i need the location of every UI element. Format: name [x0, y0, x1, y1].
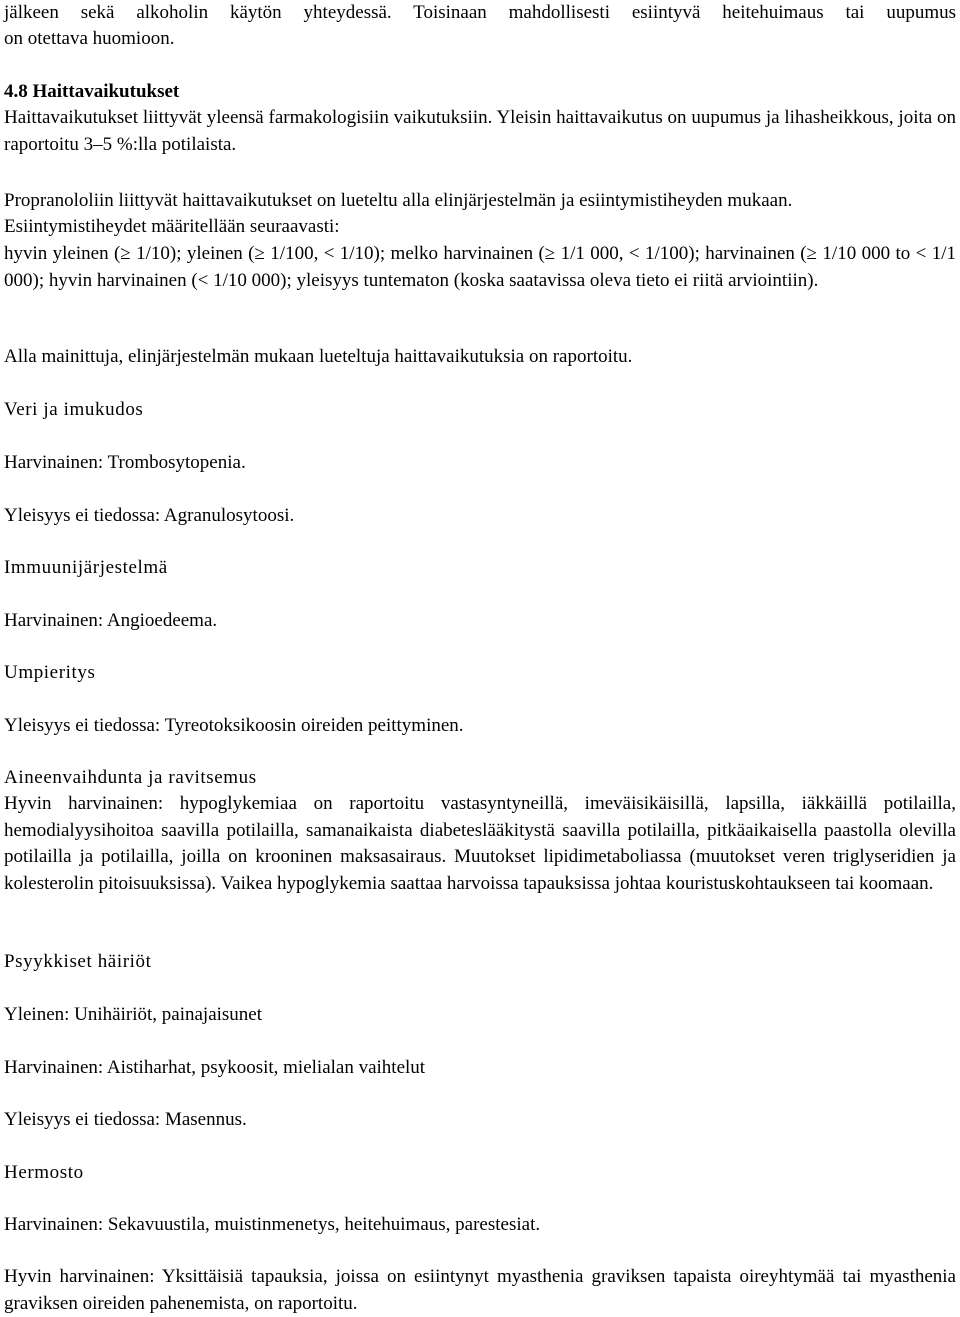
psyykkiset-item-2: Harvinainen: Aistiharhat, psykoosit, mielialan vaihtelut [4, 1057, 426, 1078]
paragraph-reported: Alla mainittuja, elinjärjestelmän mukaan lueteltuja haittavaikutuksia on raportoitu. [4, 346, 633, 367]
heading-veri-ja-imukudos: Veri ja imukudos [4, 399, 144, 420]
heading-aineenvaihdunta: Aineenvaihdunta ja ravitsemus [4, 767, 257, 788]
immuuni-item-1: Harvinainen: Angioedeema. [4, 610, 218, 631]
hermosto-item-2: Hyvin harvinainen: Yksittäisiä tapauksia, joissa on esiintynyt myasthenia graviksen tapaista oireyhtymää tai myasthenia graviksen oireiden pahenemista, on raportoitu. [4, 1266, 956, 1314]
veri-item-1: Harvinainen: Trombosytopenia. [4, 452, 246, 473]
paragraph-frequency-definitions: hyvin yleinen (≥ 1/10); yleinen (≥ 1/100, < 1/10); melko harvinainen (≥ 1/1 000, < 1/100); harvinainen (≥ 1/10 000 to < 1/1 000); hyvin harvinainen (< 1/10 000); yleisyys tuntematon (koska saatavissa oleva tieto ei riitä arviointiin). [4, 243, 956, 291]
intro-line-1: jälkeen sekä alkoholin käytön yhteydessä. Toisinaan mahdollisesti esiintyvä heitehuimaus tai uupumus [4, 2, 956, 23]
paragraph-propranololi: Propranololiin liittyvät haittavaikutukset on lueteltu alla elinjärjestelmän ja esiintymistiheyden mukaan. [4, 190, 793, 211]
heading-immuunijarjestelma: Immuunijärjestelmä [4, 557, 168, 578]
psyykkiset-item-1: Yleinen: Unihäiriöt, painajaisunet [4, 1004, 263, 1025]
intro-line-2: on otettava huomioon. [4, 28, 175, 49]
paragraph-haittavaikutukset: Haittavaikutukset liittyvät yleensä farmakologisiin vaikutuksiin. Yleisin haittavaikutus on uupumus ja lihasheikkous, joita on raportoitu 3–5 %:lla potilaista. [4, 107, 956, 155]
hermosto-item-1: Harvinainen: Sekavuustila, muistinmenetys, heitehuimaus, parestesiat. [4, 1214, 541, 1235]
umpieritys-item-1: Yleisyys ei tiedossa: Tyreotoksikoosin oireiden peittyminen. [4, 715, 464, 736]
psyykkiset-item-3: Yleisyys ei tiedossa: Masennus. [4, 1109, 247, 1130]
heading-psyykkiset-hairiot: Psyykkiset häiriöt [4, 951, 152, 972]
section-heading: 4.8 Haittavaikutukset [4, 81, 180, 102]
heading-umpieritys: Umpieritys [4, 662, 96, 683]
aineenvaihdunta-text: Hyvin harvinainen: hypoglykemiaa on raportoitu vastasyntyneillä, imeväisikäisillä, lapsilla, iäkkäillä potilailla, hemodialyysihoitoa saavilla potilailla, samanaikaista diabeteslääkitystä saavilla potilailla, pitkäaikaisella paastolla olevilla potilailla ja potilailla, joilla on krooninen maksasairaus. Muutokset lipidimetaboliassa (muutokset veren triglyseridien ja kolesterolin pitoisuuksissa). Vaikea hypoglykemia saattaa harvoissa tapauksissa johtaa kouristuskohtaukseen tai koomaan. [4, 793, 956, 894]
paragraph-frequency-intro: Esiintymistiheydet määritellään seuraavasti: [4, 216, 340, 237]
heading-hermosto: Hermosto [4, 1162, 84, 1183]
veri-item-2: Yleisyys ei tiedossa: Agranulosytoosi. [4, 505, 295, 526]
